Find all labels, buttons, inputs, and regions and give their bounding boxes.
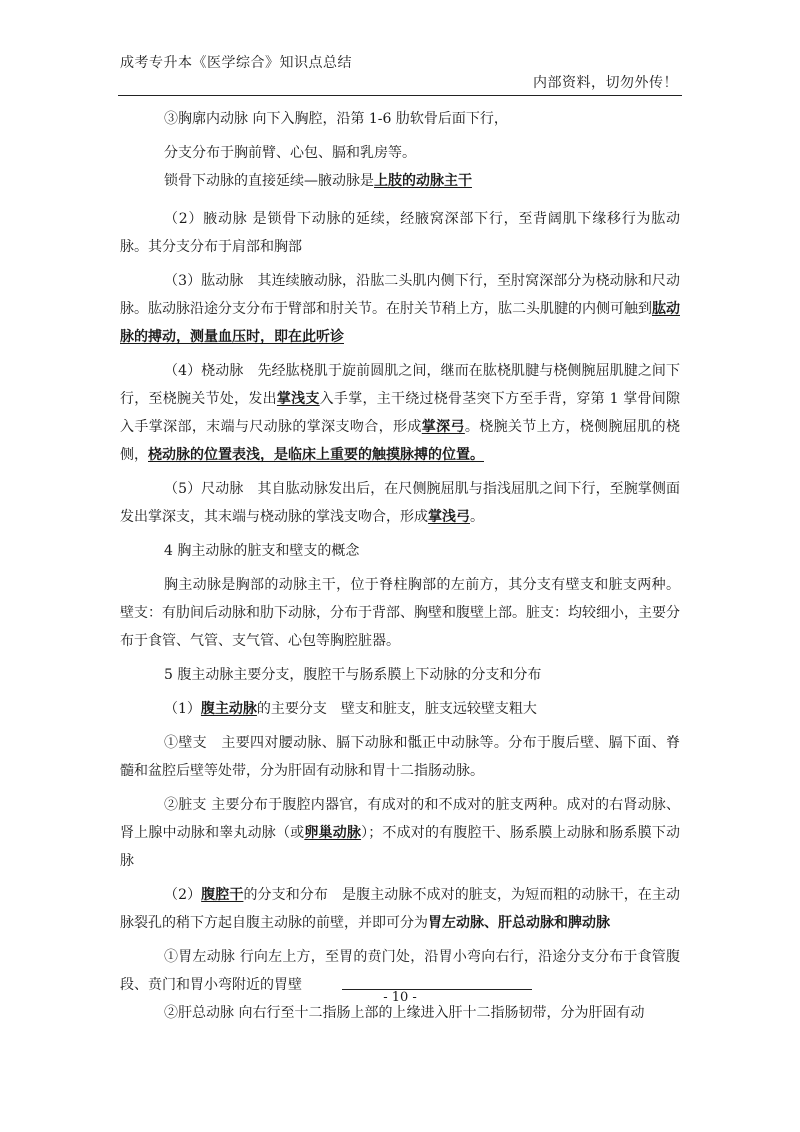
- para-ulnar-artery: [120, 475, 680, 531]
- brachial-text: （3）肱动脉 其连续腋动脉，沿肱二头肌内侧下行，至肘窝深部分为桡动脉和尺动脉。肱动脉沿途分支分布于臂部和肘关节。在肘关节稍上方，肱二头肌腱的内侧可触到: [120, 273, 680, 317]
- highlight-superficial-palmar-branch: 掌浅支: [276, 391, 320, 407]
- highlight-blood-pressure: 肱动脉的搏动，测量血压时，即在此听诊: [120, 301, 680, 345]
- para-brachial-artery: [120, 267, 680, 351]
- section-heading-4: 4 胸主动脉的脏支和壁支的概念: [164, 543, 360, 559]
- highlight-celiac-branches: 胃左动脉、肝总动脉和脾动脉: [428, 915, 610, 931]
- page-number: - 10 -: [383, 990, 417, 1005]
- para-axillary-intro: [120, 167, 680, 195]
- highlight-superficial-palmar-arch: 掌浅弓: [428, 509, 470, 525]
- highlight-celiac-trunk: 腹腔干: [201, 887, 244, 903]
- radial-text-1: （4）桡动脉 先经肱桡肌于旋前圆肌之间，继而在肱桡肌腱与桡侧腕屈肌腱之间下行，至桡腕关节处，发出: [120, 363, 680, 407]
- highlight-abdominal-aorta: 腹主动脉: [200, 701, 257, 717]
- radial-text-3: 。桡腕关节上方，桡侧腕屈肌的桡侧，: [120, 419, 681, 463]
- abdominal-aorta-text: 的主要分支 壁支和脏支，脏支远较壁支粗大: [256, 701, 537, 717]
- para-thoracic-aorta: 胸主动脉是胸部的动脉主干，位于脊柱胸部的左前方，其分支有壁支和脏支两种。壁支：有肋间后动脉和肋下动脉，分布于背部、胸壁和腹壁上部。脏支：均较细小，主要分布于食管、气管、支气管、心包等胸腔脏器。: [120, 577, 680, 649]
- para-celiac-trunk: [120, 881, 680, 937]
- celiac-text: 的分支和分布 是腹主动脉不成对的脏支，为短而粗的动脉干，在主动脉裂孔的稍下方起自腹主动脉的前壁，并即可分为: [120, 887, 681, 931]
- radial-text-2: 入手掌，主干绕过桡骨茎突下方至手背，穿第 1 掌骨间隙入手掌深部，末端与尺动脉的掌深支吻合，形成: [120, 391, 681, 435]
- visceral-text-1: ②脏支 主要分布于腹腔内器官，有成对的和不成对的脏支两种。成对的右肾动脉、肾上腺中动脉和睾丸动脉（或: [120, 797, 680, 841]
- highlight-pulse-position: 桡动脉的位置表浅，是临床上重要的触摸脉搏的位置。: [148, 447, 484, 463]
- para-abdominal-aorta-branches: [120, 695, 680, 723]
- header-divider: [118, 95, 682, 96]
- visceral-text-2: ）；不成对的有腹腔干、肠系膜上动脉和肠系膜下动脉: [120, 825, 681, 869]
- ulnar-text-end: 。: [470, 509, 484, 525]
- highlight-deep-palmar-arch: 掌深弓: [421, 419, 465, 435]
- header-confidential-note: 内部资料，切勿外传！: [533, 75, 678, 91]
- para-internal-thoracic-distribution: 分支分布于胸前臂、心包、膈和乳房等。: [164, 145, 416, 161]
- para-axillary-artery: （2）腋动脉 是锁骨下动脉的延续，经腋窝深部下行，至背阔肌下缘移行为肱动脉。其分支分布于肩部和胸部: [120, 211, 680, 255]
- section-heading-5: 5 腹主动脉主要分支，腹腔干与肠系膜上下动脉的分支和分布: [164, 667, 542, 683]
- document-body: [120, 105, 680, 1027]
- highlight-ovarian-artery: 卵巢动脉: [304, 825, 362, 841]
- highlight-upper-limb-trunk: 上肢的动脉主干: [374, 173, 472, 189]
- abdominal-aorta-prefix: （1）: [164, 701, 201, 717]
- header-title: 成考专升本《医学综合》知识点总结: [120, 55, 352, 71]
- para-common-hepatic-artery: ②肝总动脉 向右行至十二指肠上部的上缘进入肝十二指肠韧带，分为肝固有动: [164, 1005, 645, 1021]
- left-gastric-text: ①胃左动脉 行向左上方，至胃的贲门处，沿胃小弯向右行，沿途分支分布于食管腹段、贲门和胃小弯附近的胃壁: [120, 949, 680, 993]
- para-radial-artery: [120, 357, 680, 469]
- para-internal-thoracic-artery: ③胸廓内动脉 向下入胸腔，沿第 1-6 肋软骨后面下行，: [164, 111, 508, 127]
- para-parietal-branches: ①壁支 主要四对腰动脉、膈下动脉和骶正中动脉等。分布于腹后壁、膈下面、脊髓和盆腔后壁等处带，分为肝固有动脉和胃十二指肠动脉。: [120, 735, 680, 779]
- celiac-prefix: （2）: [164, 887, 202, 903]
- para-visceral-branches: [120, 791, 680, 875]
- axillary-intro-text: 锁骨下动脉的直接延续—腋动脉是: [164, 173, 374, 189]
- ulnar-text: （5）尺动脉 其自肱动脉发出后，在尺侧腕屈肌与指浅屈肌之间下行，至腕掌侧面发出掌深支，其末端与桡动脉的掌浅支吻合，形成: [120, 481, 680, 525]
